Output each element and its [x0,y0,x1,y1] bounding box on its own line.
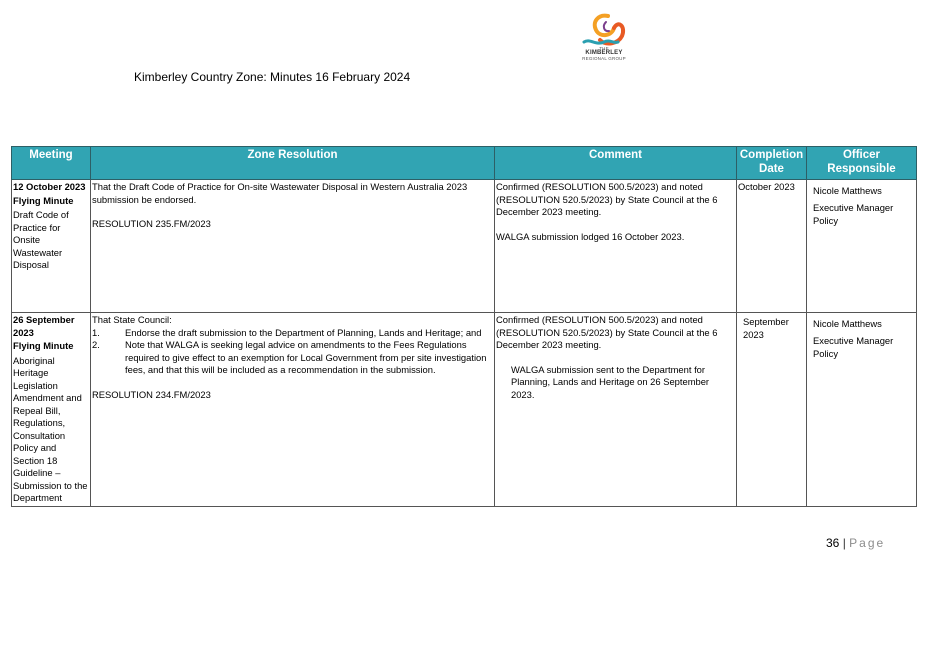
resolution-intro: That State Council: [92,314,172,325]
table-row [12,313,917,507]
completion-cell [737,180,807,313]
officer-cell [807,180,917,313]
comment-cell [495,313,737,507]
resolution-ref: RESOLUTION 235.FM/2023 [92,218,211,229]
resolution-item-text: Endorse the draft submission to the Department of Planning, Lands and Heritage; and [125,326,482,338]
resolution-item [92,327,493,340]
header-zone-resolution: Zone Resolution [91,147,495,180]
page-number-footer [826,536,885,550]
document-title: Kimberley Country Zone: Minutes 16 February 2024 [134,70,411,84]
officer-name: Nicole Matthews [813,318,882,329]
officer-cell [807,313,917,507]
officer-role: Executive Manager Policy [813,335,894,359]
table-row [12,180,917,313]
page-number: 36 [826,536,840,550]
meeting-topic: Aboriginal Heritage Legislation Amendment and Repeal Bill, Regulations, Consultation Policy and Section 18 Guideline – Submission to the Department [13,354,88,503]
comment-confirmation: Confirmed (RESOLUTION 500.5/2023) and noted (RESOLUTION 520.5/2023) by State Council at the 6 December 2023 meeting. [496,314,718,350]
officer-name: Nicole Matthews [813,185,882,196]
minutes-table [11,146,917,507]
logo-line-2: KIMBERLEY [585,50,623,56]
resolution-item-number: 2. [92,339,100,350]
resolution-item-text: Note that WALGA is seeking legal advice on amendments to the Fees Regulations required to give effect to an exemption for Local Government from per site investigation fees, and that this will be included as a recommendation in the submission. [125,339,487,375]
meeting-type: Flying Minute [13,340,74,351]
resolution-cell [91,180,495,313]
comment-submission: WALGA submission sent to the Department for Planning, Lands and Heritage on 26 September 2023. [511,363,710,400]
page-word: Page [849,536,886,550]
meeting-cell [12,313,91,507]
logo-line-3: REGIONAL GROUP [582,56,626,61]
comment-cell [495,180,737,313]
officer-role: Executive Manager Policy [813,202,894,226]
completion-date: October 2023 [738,181,795,192]
resolution-item [92,339,493,377]
header-completion-date: Completion Date [737,147,807,180]
resolution-list [92,327,493,377]
resolution-item-number: 1. [92,326,100,338]
comment-confirmation: Confirmed (RESOLUTION 500.5/2023) and noted (RESOLUTION 520.5/2023) by State Council at the 6 December 2023 meeting. [496,181,718,217]
logo-line-1: THE [599,46,609,51]
resolution-text: That the Draft Code of Practice for On-site Wastewater Disposal in Western Australia 2023 submission be endorsed. [92,181,468,205]
header-officer-responsible: Officer Responsible [807,147,917,180]
table-header-row [12,147,917,180]
header-comment: Comment [495,147,737,180]
completion-cell [737,313,807,507]
meeting-date: 26 September 2023 [13,314,75,338]
meeting-topic: Draft Code of Practice for Onsite Wastewater Disposal [13,209,69,270]
meeting-date: 12 October 2023 [13,181,86,192]
resolution-cell [91,313,495,507]
logo-wordmark [578,46,630,61]
header-meeting: Meeting [12,147,91,180]
completion-date: September 2023 [743,316,789,340]
comment-submission: WALGA submission lodged 16 October 2023. [496,230,685,242]
page-separator: | [842,536,846,550]
meeting-type: Flying Minute [13,194,74,206]
meeting-cell [12,180,91,313]
resolution-ref: RESOLUTION 234.FM/2023 [92,388,211,400]
